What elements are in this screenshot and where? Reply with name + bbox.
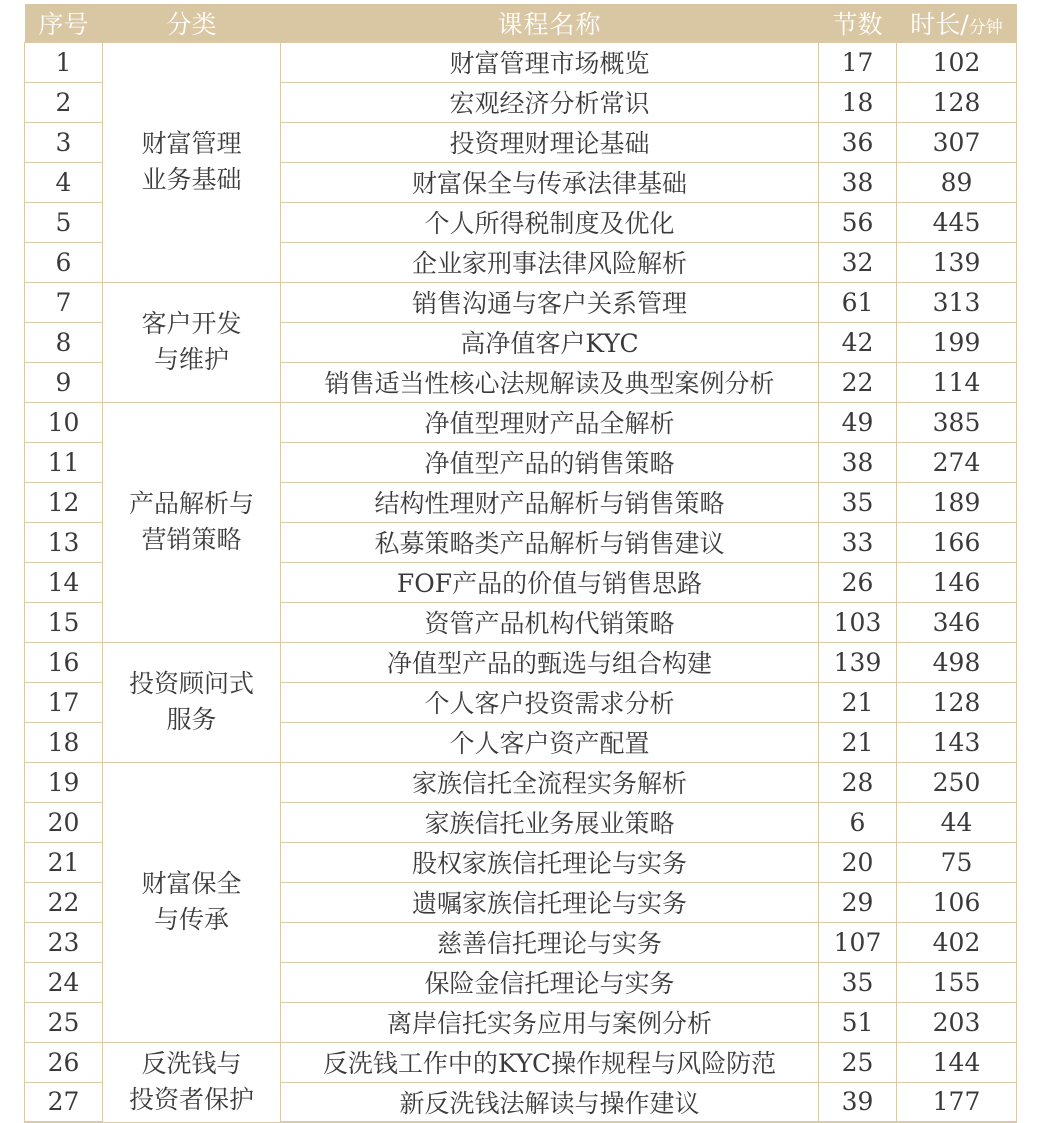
table-body	[25, 42, 1017, 1122]
course-name: 销售适当性核心法规解读及典型案例分析	[281, 362, 819, 402]
row-number: 14	[25, 562, 103, 602]
category-label-line: 投资顾问式	[128, 669, 254, 698]
header-row	[25, 4, 1017, 42]
section-count: 139	[819, 642, 897, 682]
row-number: 2	[25, 82, 103, 122]
section-count: 17	[819, 42, 897, 82]
row-number: 12	[25, 482, 103, 522]
table-row	[25, 402, 1017, 442]
course-name: 家族信托全流程实务解析	[281, 762, 819, 802]
course-name: 净值型理财产品全解析	[281, 402, 819, 442]
course-name: 销售沟通与客户关系管理	[281, 282, 819, 322]
duration-minutes: 346	[897, 602, 1017, 642]
header-duration-label: 时长/	[910, 9, 969, 39]
section-count: 6	[819, 802, 897, 842]
course-name: 个人所得税制度及优化	[281, 202, 819, 242]
row-number: 24	[25, 962, 103, 1002]
duration-minutes: 385	[897, 402, 1017, 442]
row-number: 27	[25, 1082, 103, 1122]
row-number: 25	[25, 1002, 103, 1042]
duration-minutes: 139	[897, 242, 1017, 282]
row-number: 6	[25, 242, 103, 282]
category-cell	[103, 42, 281, 282]
row-number: 1	[25, 42, 103, 82]
table-row	[25, 42, 1017, 82]
course-name: 净值型产品的销售策略	[281, 442, 819, 482]
table-row	[25, 1042, 1017, 1082]
course-name: 遗嘱家族信托理论与实务	[281, 882, 819, 922]
duration-minutes: 144	[897, 1042, 1017, 1082]
duration-minutes: 189	[897, 482, 1017, 522]
section-count: 18	[819, 82, 897, 122]
section-count: 20	[819, 842, 897, 882]
row-number: 15	[25, 602, 103, 642]
section-count: 28	[819, 762, 897, 802]
duration-minutes: 128	[897, 82, 1017, 122]
section-count: 21	[819, 722, 897, 762]
duration-minutes: 128	[897, 682, 1017, 722]
course-name: 慈善信托理论与实务	[281, 922, 819, 962]
section-count: 38	[819, 162, 897, 202]
section-count: 56	[819, 202, 897, 242]
category-label-line: 客户开发	[141, 309, 242, 338]
course-name: 私募策略类产品解析与销售建议	[281, 522, 819, 562]
duration-minutes: 445	[897, 202, 1017, 242]
section-count: 29	[819, 882, 897, 922]
category-label-line: 与传承	[153, 905, 229, 934]
duration-minutes: 274	[897, 442, 1017, 482]
duration-minutes: 199	[897, 322, 1017, 362]
section-count: 21	[819, 682, 897, 722]
row-number: 20	[25, 802, 103, 842]
course-name: FOF产品的价值与销售思路	[281, 562, 819, 602]
duration-minutes: 250	[897, 762, 1017, 802]
section-count: 38	[819, 442, 897, 482]
duration-minutes: 106	[897, 882, 1017, 922]
section-count: 49	[819, 402, 897, 442]
section-count: 35	[819, 482, 897, 522]
duration-minutes: 307	[897, 122, 1017, 162]
table-header	[25, 4, 1017, 42]
section-count: 51	[819, 1002, 897, 1042]
row-number: 26	[25, 1042, 103, 1082]
category-label-line: 财富管理	[141, 129, 242, 158]
row-number: 10	[25, 402, 103, 442]
category-label-line: 反洗钱与	[141, 1049, 242, 1078]
duration-minutes: 114	[897, 362, 1017, 402]
header-sections: 节数	[819, 4, 897, 42]
course-name: 个人客户投资需求分析	[281, 682, 819, 722]
category-cell	[103, 762, 281, 1042]
table-row	[25, 642, 1017, 682]
category-label-line: 产品解析与	[128, 489, 254, 518]
duration-minutes: 402	[897, 922, 1017, 962]
header-no: 序号	[25, 4, 103, 42]
category-label-line: 投资者保护	[128, 1085, 254, 1114]
section-count: 42	[819, 322, 897, 362]
row-number: 5	[25, 202, 103, 242]
category-label-line: 营销策略	[141, 525, 242, 554]
header-category: 分类	[103, 4, 281, 42]
row-number: 8	[25, 322, 103, 362]
row-number: 7	[25, 282, 103, 322]
section-count: 33	[819, 522, 897, 562]
course-name: 个人客户资产配置	[281, 722, 819, 762]
section-count: 103	[819, 602, 897, 642]
header-duration-unit: 分钟	[968, 17, 1003, 38]
section-count: 107	[819, 922, 897, 962]
section-count: 32	[819, 242, 897, 282]
course-name: 企业家刑事法律风险解析	[281, 242, 819, 282]
category-label-line: 与维护	[153, 345, 229, 374]
duration-minutes: 102	[897, 42, 1017, 82]
course-name: 保险金信托理论与实务	[281, 962, 819, 1002]
course-name: 股权家族信托理论与实务	[281, 842, 819, 882]
duration-minutes: 313	[897, 282, 1017, 322]
duration-minutes: 155	[897, 962, 1017, 1002]
category-label-line: 财富保全	[141, 869, 242, 898]
duration-minutes: 44	[897, 802, 1017, 842]
duration-minutes: 143	[897, 722, 1017, 762]
row-number: 3	[25, 122, 103, 162]
table-row	[25, 762, 1017, 802]
course-name: 宏观经济分析常识	[281, 82, 819, 122]
course-name: 新反洗钱法解读与操作建议	[281, 1082, 819, 1122]
category-cell	[103, 1042, 281, 1122]
section-count: 25	[819, 1042, 897, 1082]
course-name: 结构性理财产品解析与销售策略	[281, 482, 819, 522]
header-duration	[897, 4, 1017, 42]
section-count: 39	[819, 1082, 897, 1122]
section-count: 61	[819, 282, 897, 322]
row-number: 13	[25, 522, 103, 562]
row-number: 19	[25, 762, 103, 802]
section-count: 36	[819, 122, 897, 162]
course-name: 离岸信托实务应用与案例分析	[281, 1002, 819, 1042]
course-name: 财富管理市场概览	[281, 42, 819, 82]
course-name: 资管产品机构代销策略	[281, 602, 819, 642]
row-number: 16	[25, 642, 103, 682]
row-number: 4	[25, 162, 103, 202]
course-name: 家族信托业务展业策略	[281, 802, 819, 842]
duration-minutes: 166	[897, 522, 1017, 562]
row-number: 9	[25, 362, 103, 402]
duration-minutes: 146	[897, 562, 1017, 602]
table-row	[25, 282, 1017, 322]
row-number: 21	[25, 842, 103, 882]
course-name: 净值型产品的甄选与组合构建	[281, 642, 819, 682]
category-cell	[103, 402, 281, 642]
row-number: 23	[25, 922, 103, 962]
section-count: 22	[819, 362, 897, 402]
course-table	[24, 4, 1017, 1123]
category-label-line: 服务	[166, 705, 217, 734]
duration-minutes: 203	[897, 1002, 1017, 1042]
section-count: 26	[819, 562, 897, 602]
category-cell	[103, 642, 281, 762]
row-number: 11	[25, 442, 103, 482]
duration-minutes: 498	[897, 642, 1017, 682]
row-number: 17	[25, 682, 103, 722]
category-cell	[103, 282, 281, 402]
section-count: 35	[819, 962, 897, 1002]
course-name: 反洗钱工作中的KYC操作规程与风险防范	[281, 1042, 819, 1082]
duration-minutes: 89	[897, 162, 1017, 202]
course-name: 财富保全与传承法律基础	[281, 162, 819, 202]
duration-minutes: 75	[897, 842, 1017, 882]
duration-minutes: 177	[897, 1082, 1017, 1122]
header-course-name: 课程名称	[281, 4, 819, 42]
row-number: 22	[25, 882, 103, 922]
course-table-container	[24, 4, 1017, 1123]
row-number: 18	[25, 722, 103, 762]
category-label-line: 业务基础	[141, 165, 242, 194]
course-name: 投资理财理论基础	[281, 122, 819, 162]
course-name: 高净值客户KYC	[281, 322, 819, 362]
